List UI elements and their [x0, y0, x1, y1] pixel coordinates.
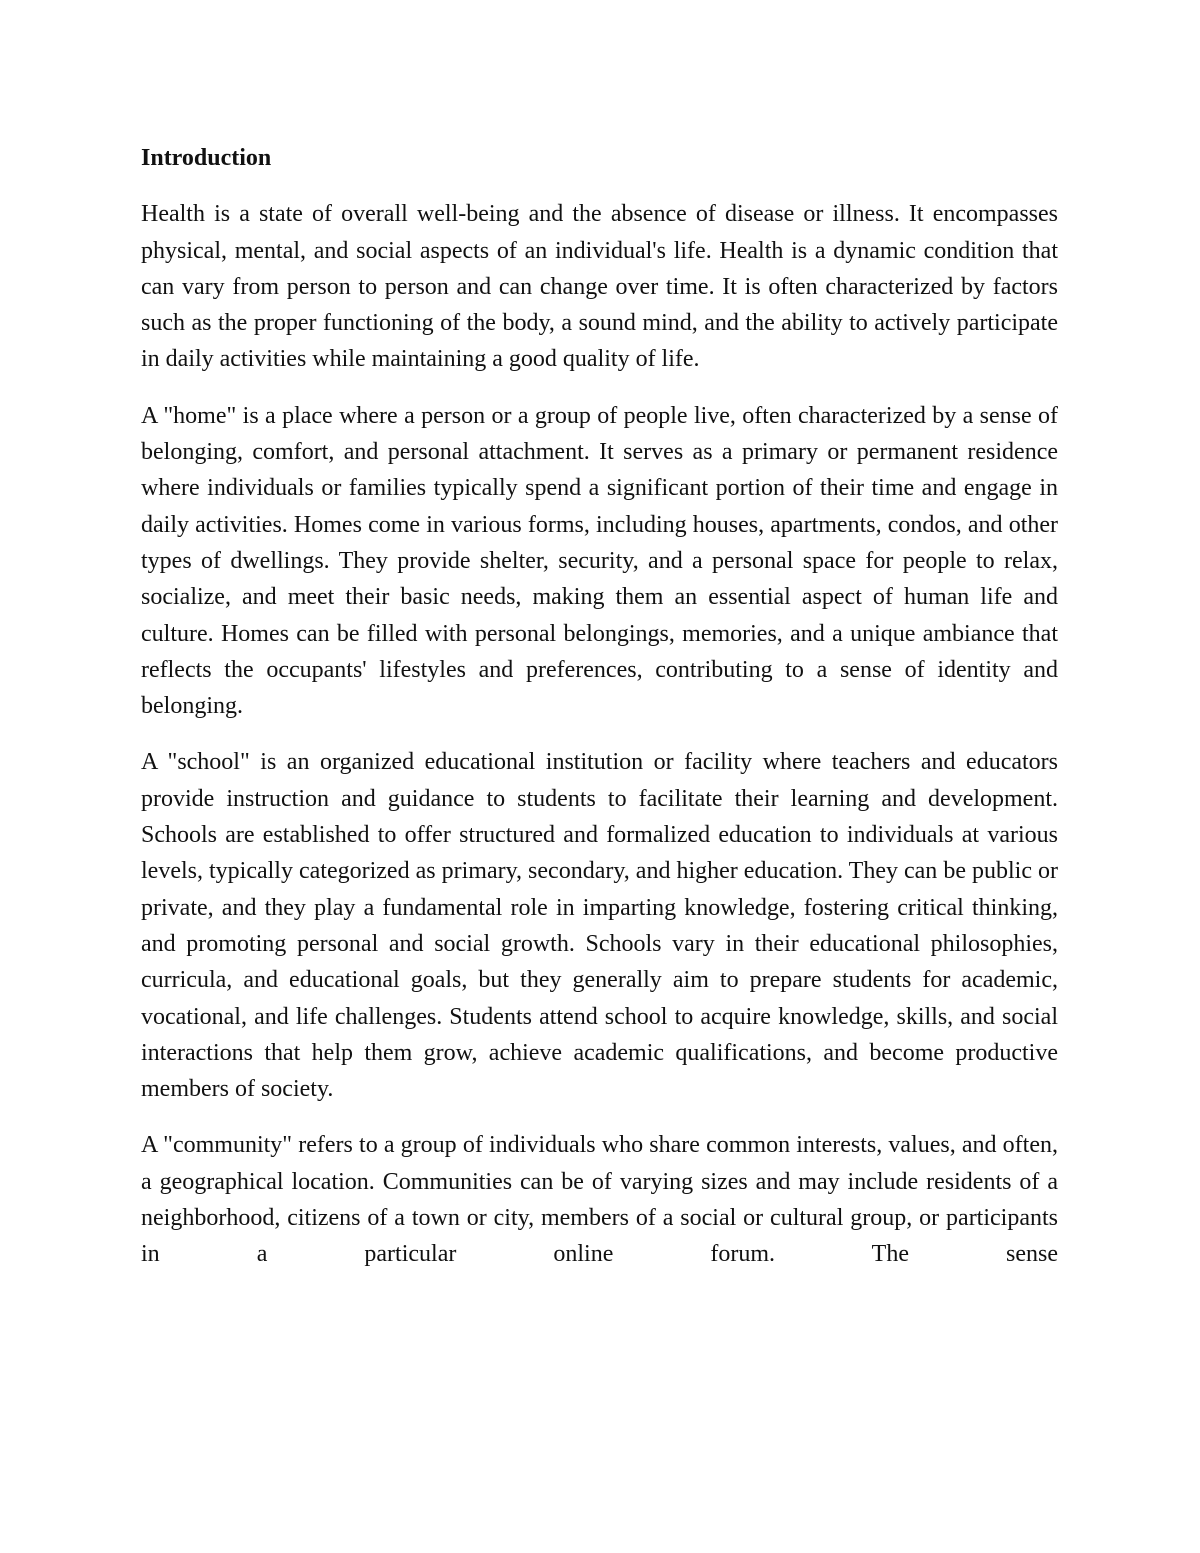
paragraph-school: A "school" is an organized educational institution or facility where teachers and educators provide instruction and guidance to students to facilitate their learning and development. Schools are established to offer structured and formalized education to individuals at various levels, typically categorized as primary, secondary, and higher education. They can be public or private, and they play a fundamental role in imparting knowledge, fostering critical thinking, and promoting personal and social growth. Schools vary in their educational philosophies, curricula, and educational goals, but they generally aim to prepare students for academic, vocational, and life challenges. Students attend school to acquire knowledge, skills, and social interactions that help them grow, achieve academic qualifications, and become productive members of society. — [141, 749, 1058, 1103]
section-heading: Introduction — [141, 145, 272, 171]
paragraph-community: A "community" refers to a group of individuals who share common interests, values, and often, a geographical location. Communities can be of varying sizes and may include residents of a neighborhood, citizens of a town or city, members of a social or cultural group, or participants in a particular online forum. The sense — [141, 1132, 1058, 1268]
paragraph-health: Health is a state of overall well-being and the absence of disease or illness. It encompasses physical, mental, and social aspects of an individual's life. Health is a dynamic condition that can vary from person to person and can change over time. It is often characterized by factors such as the proper functioning of the body, a sound mind, and the ability to actively participate in daily activities while maintaining a good quality of life. — [141, 201, 1058, 373]
paragraph-home: A "home" is a place where a person or a group of people live, often characterized by a sense of belonging, comfort, and personal attachment. It serves as a primary or permanent residence where individuals or families typically spend a significant portion of their time and engage in daily activities. Homes come in various forms, including houses, apartments, condos, and other types of dwellings. They provide shelter, security, and a personal space for people to relax, socialize, and meet their basic needs, making them an essential aspect of human life and culture. Homes can be filled with personal belongings, memories, and a unique ambiance that reflects the occupants' lifestyles and preferences, contributing to a sense of identity and belonging. — [141, 402, 1058, 720]
document-page — [141, 140, 1058, 1273]
